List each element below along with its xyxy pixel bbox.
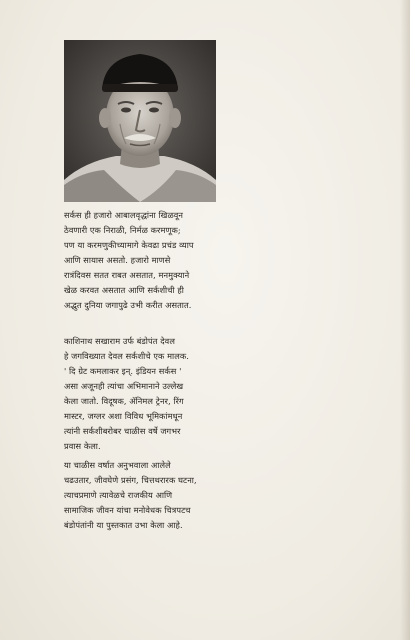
paragraph-author xyxy=(64,334,242,454)
author-portrait xyxy=(64,40,216,202)
text-line: ' दि ग्रेट कमलाकर इन्. इंडियन सर्कस ' xyxy=(64,366,182,376)
text-line: प्रवास केला. xyxy=(64,441,101,451)
text-line: आणि सायास असतो. हजारो माणसे xyxy=(64,255,171,265)
text-line: रात्रंदिवस सतत राबत असतात, मनमुक्याने xyxy=(64,270,190,280)
author-portrait-drawing xyxy=(64,40,216,202)
text-line: सर्कस ही हजारो आबालवृद्धांना खिळवून xyxy=(64,210,184,220)
text-line: केला जातो. विदूषक, ॲनिमल ट्रेनर, रिंग xyxy=(64,396,184,406)
text-line: त्याचप्रमाणे त्यावेळचे राजकीय आणि xyxy=(64,490,173,500)
text-line: हे जगविख्यात देवल सर्कशीचे एक मालक. xyxy=(64,351,189,361)
text-line: बंडोपंतांनी या पुस्तकात उभा केला आहे. xyxy=(64,520,183,530)
text-line: खेळ करवत असतात आणि सर्कशीची ही xyxy=(64,285,184,295)
paragraph-intro xyxy=(64,208,242,313)
page-edge-shadow xyxy=(400,0,410,640)
text-line: अद्भुत दुनिया जगापुढे उभी करीत असतात. xyxy=(64,300,192,310)
paragraph-book xyxy=(64,458,242,533)
text-line: काशिनाथ सखाराम उर्फ बंडोपंत देवल xyxy=(64,336,175,346)
text-line: पण या करमणुकीच्यामागे केवढा प्रचंड व्याप xyxy=(64,240,194,250)
text-line: चढउतार, जीवघेणे प्रसंग, चित्तथरारक घटना, xyxy=(64,475,197,485)
text-line: या चाळीस वर्षात अनुभवाला आलेले xyxy=(64,460,171,470)
text-line: मास्टर, जग्लर अशा विविध भूमिकांमधून xyxy=(64,411,183,421)
text-line: त्यांनी सर्कशीबरोबर चाळीस वर्षे जगभर xyxy=(64,426,181,436)
text-line: ठेवणारी एक निराळी, निर्मळ करमणूक; xyxy=(64,225,181,235)
text-line: सामाजिक जीवन यांचा मनोवेधक चित्रपटच xyxy=(64,505,191,515)
text-line: असा अजूनही त्यांचा अभिमानाने उल्लेख xyxy=(64,381,184,391)
